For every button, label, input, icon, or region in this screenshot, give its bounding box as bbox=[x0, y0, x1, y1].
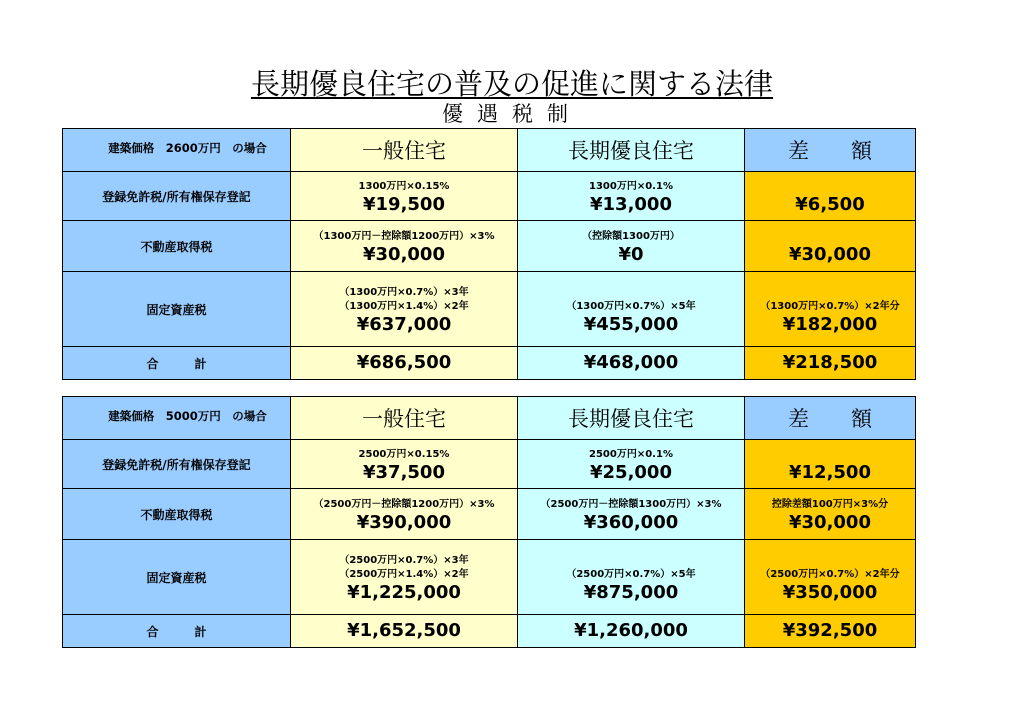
header-longterm: 長期優良住宅 bbox=[518, 129, 745, 172]
value: ¥6,500 bbox=[795, 193, 865, 215]
formula: （2500万円－控除額1200万円）×3% bbox=[313, 498, 495, 510]
header-row bbox=[63, 129, 916, 172]
total-row bbox=[63, 615, 916, 648]
row-label-acquisition: 不動産取得税 bbox=[63, 221, 291, 272]
value: ¥30,000 bbox=[363, 243, 445, 265]
value: ¥13,000 bbox=[590, 193, 672, 215]
total-longterm: ¥468,000 bbox=[518, 347, 745, 380]
value: ¥455,000 bbox=[583, 314, 679, 335]
total-general: ¥686,500 bbox=[291, 347, 518, 380]
case-label: 建築価格 5000万円 の場合 bbox=[63, 397, 291, 440]
value: ¥30,000 bbox=[789, 511, 871, 533]
header-longterm: 長期優良住宅 bbox=[518, 397, 745, 440]
total-row bbox=[63, 347, 916, 380]
formula: 2500万円×0.1% bbox=[589, 448, 673, 460]
row-label-property: 固定資産税 bbox=[63, 272, 291, 347]
header-general: 一般住宅 bbox=[291, 397, 518, 440]
formula: （2500万円－控除額1300万円）×3% bbox=[540, 498, 722, 510]
formula: （控除額1300万円） bbox=[582, 230, 680, 242]
value: ¥182,000 bbox=[782, 314, 878, 335]
formula: 控除差額100万円×3%分 bbox=[771, 498, 889, 510]
row-label-total: 合 計 bbox=[63, 615, 291, 648]
formula bbox=[828, 180, 831, 194]
page-subtitle: 優遇税制 bbox=[442, 102, 582, 126]
acquisition-row bbox=[63, 221, 916, 272]
row-label-registration: 登録免許税/所有権保存登記 bbox=[63, 172, 291, 221]
page-title: 長期優良住宅の普及の促進に関する法律 bbox=[250, 67, 773, 101]
header-row bbox=[63, 397, 916, 440]
value: ¥37,500 bbox=[363, 461, 445, 483]
row-label-acquisition: 不動産取得税 bbox=[63, 489, 291, 540]
value: ¥637,000 bbox=[356, 314, 452, 335]
formula: （1300万円×0.7%）×2年分 bbox=[760, 301, 900, 312]
formula: （1300万円×1.4%）×2年 bbox=[339, 301, 469, 312]
value: ¥875,000 bbox=[583, 582, 679, 603]
row-label-property: 固定資産税 bbox=[63, 540, 291, 615]
header-difference: 差 額 bbox=[745, 397, 916, 440]
header-difference: 差 額 bbox=[745, 129, 916, 172]
formula bbox=[828, 230, 831, 244]
total-longterm: ¥1,260,000 bbox=[518, 615, 745, 648]
formula: （2500万円×0.7%）×3年 bbox=[339, 555, 469, 566]
formula: 1300万円×0.1% bbox=[589, 180, 673, 192]
registration-row bbox=[63, 172, 916, 221]
value: ¥19,500 bbox=[363, 193, 445, 215]
acquisition-row bbox=[63, 489, 916, 540]
row-label-total: 合 計 bbox=[63, 347, 291, 380]
value: ¥30,000 bbox=[789, 243, 871, 265]
formula: （2500万円×0.7%）×2年分 bbox=[760, 569, 900, 580]
formula: （1300万円－控除額1200万円）×3% bbox=[313, 230, 495, 242]
formula: （1300万円×0.7%）×5年 bbox=[566, 301, 696, 312]
row-label-registration: 登録免許税/所有権保存登記 bbox=[63, 440, 291, 489]
formula: 1300万円×0.15% bbox=[358, 180, 450, 192]
formula bbox=[828, 448, 831, 462]
property-row bbox=[63, 540, 916, 615]
formula: （2500万円×0.7%）×5年 bbox=[566, 569, 696, 580]
value: ¥12,500 bbox=[789, 461, 871, 483]
value: ¥350,000 bbox=[782, 582, 878, 603]
value: ¥0 bbox=[618, 243, 644, 265]
value: ¥390,000 bbox=[356, 511, 452, 533]
header-general: 一般住宅 bbox=[291, 129, 518, 172]
tax-table-5000 bbox=[62, 396, 916, 648]
case-label: 建築価格 2600万円 の場合 bbox=[63, 129, 291, 172]
value: ¥360,000 bbox=[583, 511, 679, 533]
value: ¥25,000 bbox=[590, 461, 672, 483]
total-difference: ¥392,500 bbox=[745, 615, 916, 648]
tax-table-2600 bbox=[62, 128, 916, 380]
formula: （1300万円×0.7%）×3年 bbox=[339, 287, 469, 298]
formula: 2500万円×0.15% bbox=[358, 448, 450, 460]
formula: （2500万円×1.4%）×2年 bbox=[339, 569, 469, 580]
value: ¥1,225,000 bbox=[347, 582, 461, 603]
total-general: ¥1,652,500 bbox=[291, 615, 518, 648]
registration-row bbox=[63, 440, 916, 489]
total-difference: ¥218,500 bbox=[745, 347, 916, 380]
property-row bbox=[63, 272, 916, 347]
